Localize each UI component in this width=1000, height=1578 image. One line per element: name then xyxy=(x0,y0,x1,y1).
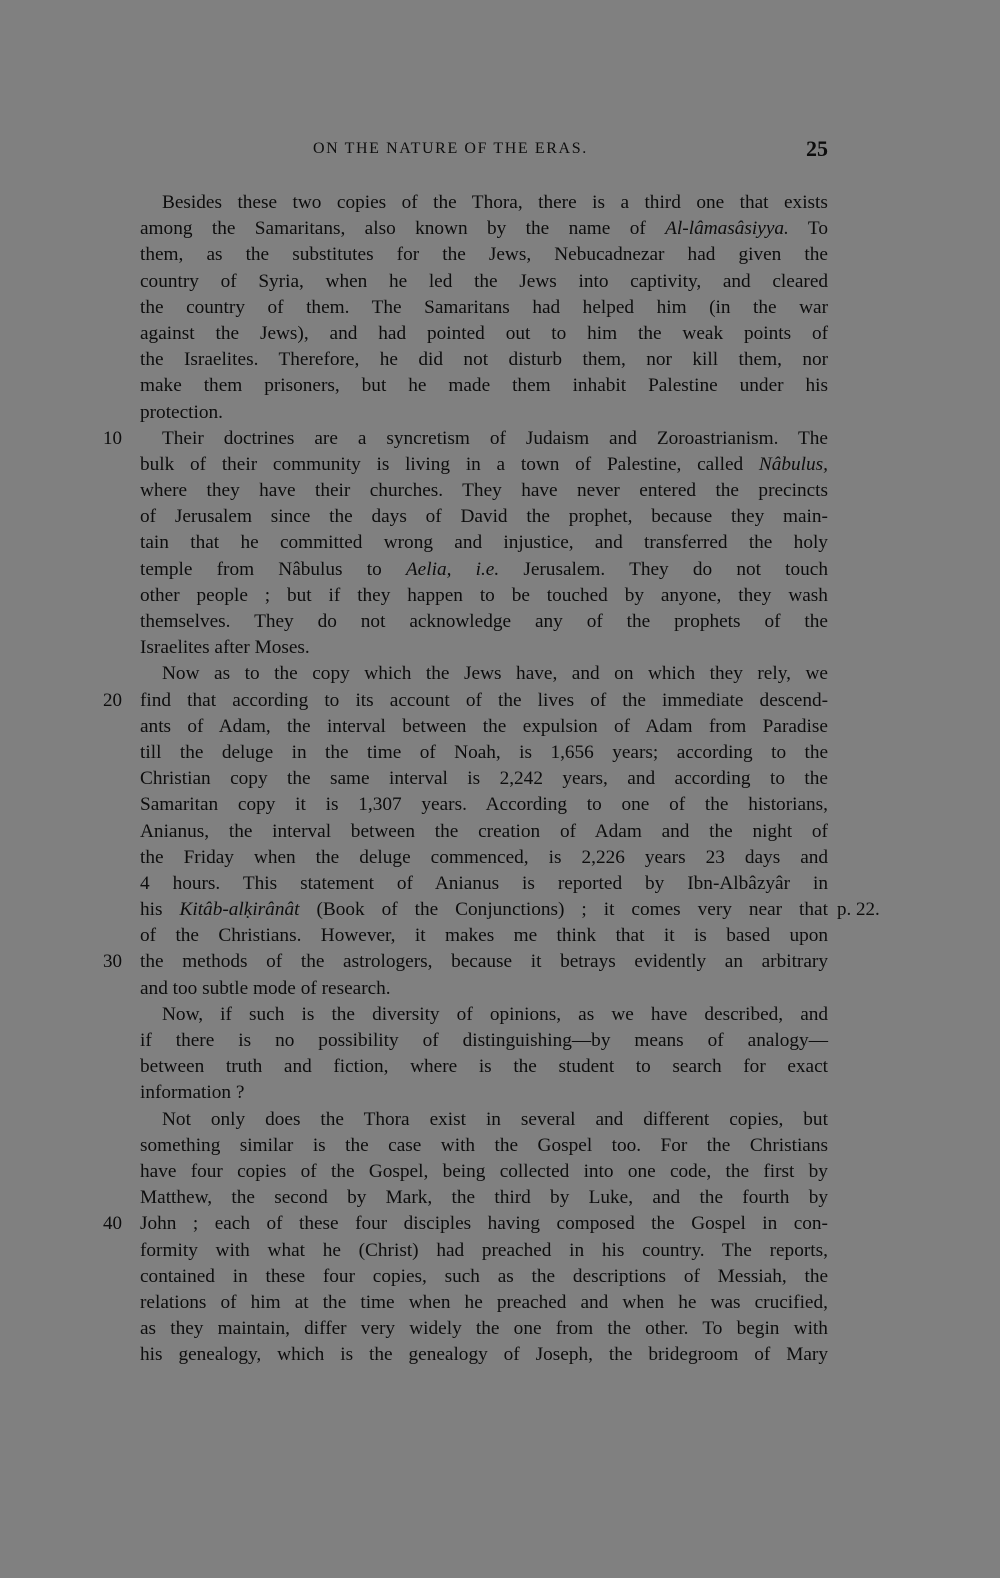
line-text: as they maintain, differ very widely the one from the other. To begin with xyxy=(140,1318,828,1340)
line-number: 30 xyxy=(103,951,122,973)
text-line xyxy=(140,321,828,347)
text-line xyxy=(140,216,828,242)
line-text: Besides these two copies of the Thora, there is a third one that exists xyxy=(162,192,828,213)
line-text: where they have their churches. They have never entered the precincts xyxy=(140,480,829,502)
line-text: tain that he committed wrong and injustice, and transferred the holy xyxy=(140,532,828,554)
line-text: protection. xyxy=(140,401,223,423)
text-line xyxy=(140,609,828,635)
text-line xyxy=(140,714,828,740)
line-text: Christian copy the same interval is 2,242 years, and according to the xyxy=(140,768,828,790)
line-text: against the Jews), and had pointed out to him the weak points of xyxy=(140,322,829,344)
line-text: relations of him at the time when he preached and when he was crucified, xyxy=(140,1291,828,1313)
text-line xyxy=(140,897,880,923)
line-text: contained in these four copies, such as the descriptions of Messiah, the xyxy=(140,1265,829,1287)
line-text: Samaritan copy it is 1,307 years. According to one of the historians, xyxy=(140,794,829,816)
line-text: John ; each of these four disciples having composed the Gospel in con- xyxy=(140,1213,828,1235)
line-text: Anianus, the interval between the creation of Adam and the night of xyxy=(140,820,828,842)
text-line xyxy=(140,583,828,609)
text-line xyxy=(103,688,829,714)
line-text: 4 hours. This statement of Anianus is reported by Ibn-Albâzyâr in xyxy=(140,872,828,894)
line-text: his genealogy, which is the genealogy of Joseph, the bridegroom of Mary xyxy=(140,1344,828,1366)
line-text: Israelites after Moses. xyxy=(140,637,310,659)
line-number: 10 xyxy=(103,427,122,449)
text-line xyxy=(140,1159,828,1185)
line-text: have four copies of the Gospel, being collected into one code, the first by xyxy=(140,1160,828,1182)
body-text xyxy=(103,190,880,1368)
text-line xyxy=(140,1342,828,1368)
line-text: ants of Adam, the interval between the expulsion of Adam from Paradise xyxy=(140,715,828,737)
text-line xyxy=(140,242,828,268)
line-text: till the deluge in the time of Noah, is 1,656 years; according to the xyxy=(140,741,829,763)
line-text: make them prisoners, but he made them inhabit Palestine under his xyxy=(140,375,828,397)
text-line xyxy=(140,347,828,373)
text-line xyxy=(140,792,828,818)
line-text: Now as to the copy which the Jews have, and on which they rely, we xyxy=(162,663,828,685)
line-text: Not only does the Thora exist in several and different copies, but xyxy=(162,1108,828,1130)
text-line xyxy=(140,1185,828,1211)
line-text: the country of them. The Samaritans had helped him (in the war xyxy=(140,296,829,318)
text-line xyxy=(140,295,828,321)
text-line xyxy=(140,1238,828,1264)
text-line xyxy=(140,1316,828,1342)
line-text: among the Samaritans, also known by the name of Al-lâmasâsiyya. To xyxy=(140,218,828,240)
text-line xyxy=(140,923,828,949)
text-line xyxy=(140,1133,828,1159)
text-line xyxy=(140,819,828,845)
text-line xyxy=(140,845,828,871)
line-text: find that according to its account of the lives of the immediate descend- xyxy=(140,689,829,711)
text-line xyxy=(140,269,828,295)
text-line xyxy=(140,1002,828,1028)
line-text: Matthew, the second by Mark, the third by Luke, and the fourth by xyxy=(140,1187,828,1209)
text-line xyxy=(140,373,828,399)
line-number: 20 xyxy=(103,689,122,711)
page-number: 25 xyxy=(806,136,828,161)
line-text: formity with what he (Christ) had preached in his country. The reports, xyxy=(140,1239,828,1261)
text-line xyxy=(140,1107,828,1133)
text-line xyxy=(140,1054,828,1080)
line-text: between truth and fiction, where is the student to search for exact xyxy=(140,1056,829,1078)
line-text: Their doctrines are a syncretism of Judaism and Zoroastrianism. The xyxy=(162,427,828,449)
text-line xyxy=(140,504,828,530)
line-text: country of Syria, when he led the Jews into captivity, and cleared xyxy=(140,270,829,292)
text-line xyxy=(140,530,828,556)
running-title: ON THE NATURE OF THE ERAS. xyxy=(313,140,588,157)
margin-page-reference: p. 22. xyxy=(837,899,880,921)
text-line xyxy=(140,452,828,478)
line-text: Now, if such is the diversity of opinions, as we have described, and xyxy=(162,1003,829,1025)
text-line xyxy=(103,949,828,975)
line-text: temple from Nâbulus to Aelia, i.e. Jerusalem. They do not touch xyxy=(140,558,828,580)
text-line xyxy=(140,871,828,897)
text-line xyxy=(140,661,828,687)
line-text: of the Christians. However, it makes me think that it is based upon xyxy=(140,925,829,947)
text-line xyxy=(140,635,828,661)
text-line xyxy=(140,400,828,426)
page-header xyxy=(313,136,828,166)
line-text: his Kitâb-alḳirânât (Book of the Conjunctions) ; it comes very near that xyxy=(140,899,828,921)
text-line xyxy=(140,190,828,216)
text-line xyxy=(140,1028,828,1054)
text-line xyxy=(140,1080,828,1106)
text-line xyxy=(103,1211,828,1237)
line-number: 40 xyxy=(103,1213,122,1235)
text-line xyxy=(103,426,828,452)
text-line xyxy=(140,1264,828,1290)
line-text: something similar is the case with the Gospel too. For the Christians xyxy=(140,1134,829,1156)
line-text: other people ; but if they happen to be touched by anyone, they wash xyxy=(140,584,828,606)
line-text: themselves. They do not acknowledge any of the prophets of the xyxy=(140,611,828,632)
line-text: the methods of the astrologers, because it betrays evidently an arbitrary xyxy=(140,951,828,973)
text-line xyxy=(140,766,828,792)
text-line xyxy=(140,1290,828,1316)
text-line xyxy=(140,557,828,583)
line-text: information ? xyxy=(140,1082,245,1104)
line-text: of Jerusalem since the days of David the prophet, because they main- xyxy=(140,506,828,528)
text-line xyxy=(140,740,828,766)
line-text: bulk of their community is living in a town of Palestine, called Nâbulus, xyxy=(140,453,828,475)
line-text: if there is no possibility of distinguishing—by means of analogy— xyxy=(140,1030,828,1051)
text-line xyxy=(140,478,828,504)
line-text: and too subtle mode of research. xyxy=(140,977,391,999)
text-line xyxy=(140,976,828,1002)
line-text: them, as the substitutes for the Jews, Nebucadnezar had given the xyxy=(140,244,828,266)
line-text: the Israelites. Therefore, he did not disturb them, nor kill them, nor xyxy=(140,349,829,371)
line-text: the Friday when the deluge commenced, is 2,226 years 23 days and xyxy=(140,846,829,868)
